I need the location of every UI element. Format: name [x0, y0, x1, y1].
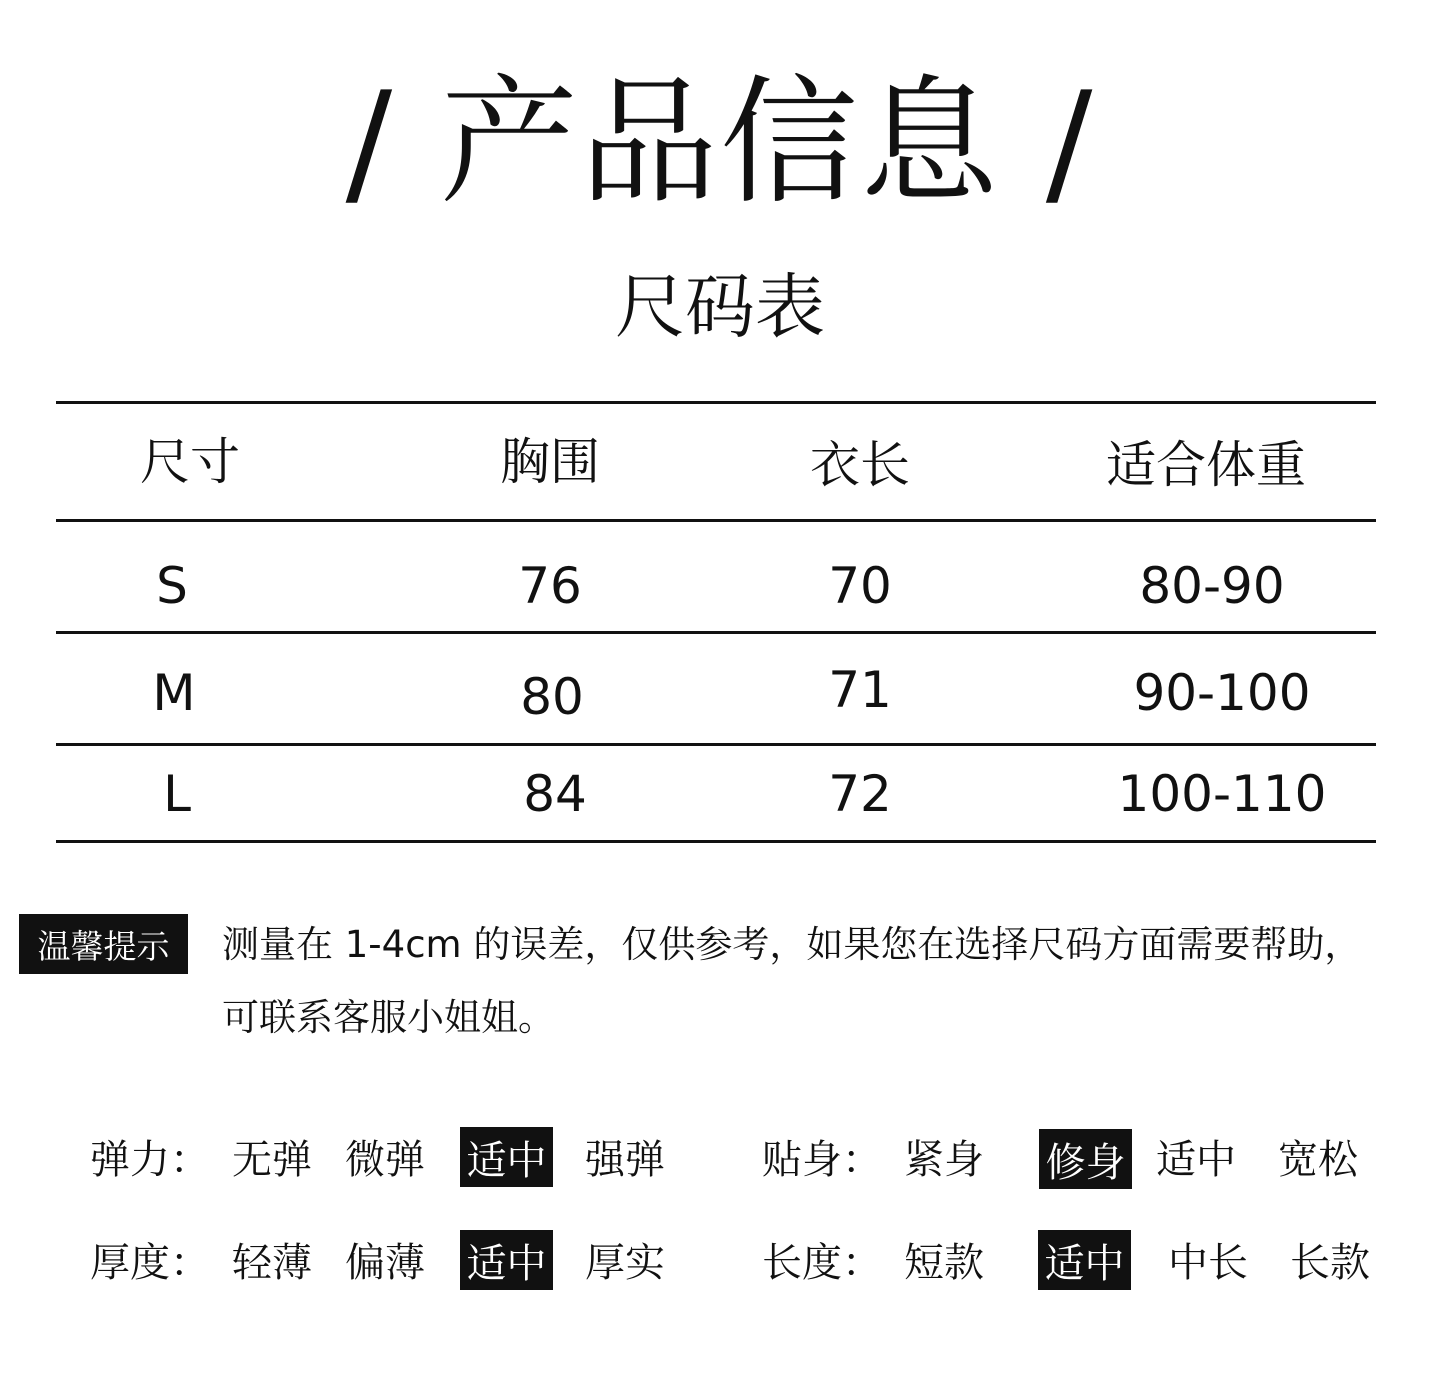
- cell-chest: 84: [523, 765, 587, 823]
- attribute-option: 中长: [1168, 1240, 1248, 1286]
- table-top-rule: [56, 401, 1376, 404]
- cell-length: 72: [828, 765, 892, 823]
- attribute-option: 厚实: [585, 1240, 665, 1286]
- header-chest: 胸围: [500, 433, 600, 491]
- attribute-option: 轻薄: [232, 1240, 312, 1286]
- attribute-label: 贴身：: [762, 1137, 882, 1183]
- attribute-label: 长度：: [762, 1240, 882, 1286]
- cell-chest: 76: [518, 557, 582, 615]
- tip-text-line2: 可联系客服小姐姐。: [222, 996, 555, 1039]
- table-row-rule: [56, 743, 1376, 746]
- attribute-option-selected: 适中: [1038, 1230, 1131, 1290]
- attribute-option-selected: 修身: [1039, 1129, 1132, 1189]
- attribute-label: 厚度：: [90, 1240, 210, 1286]
- cell-chest: 80: [520, 668, 584, 726]
- cell-size: M: [152, 664, 196, 722]
- cell-size: L: [163, 765, 191, 823]
- attribute-option-selected: 适中: [460, 1230, 553, 1290]
- tip-text-line1: 测量在 1-4cm 的误差，仅供参考，如果您在选择尺码方面需要帮助，: [222, 923, 1362, 966]
- attribute-option: 微弹: [345, 1137, 425, 1183]
- cell-weight: 100-110: [1117, 765, 1327, 823]
- attribute-option: 紧身: [904, 1137, 984, 1183]
- page-title: / 产品信息 /: [345, 62, 1095, 223]
- table-bottom-rule: [56, 840, 1376, 843]
- attribute-option: 无弹: [232, 1137, 312, 1183]
- attribute-option: 偏薄: [345, 1240, 425, 1286]
- size-chart-title: 尺码表: [615, 266, 825, 348]
- cell-length: 71: [828, 661, 892, 719]
- cell-weight: 90-100: [1133, 664, 1311, 722]
- attribute-option: 强弹: [585, 1137, 665, 1183]
- header-length: 衣长: [810, 436, 910, 494]
- header-size: 尺寸: [140, 433, 240, 491]
- tip-badge: 温馨提示: [19, 914, 188, 974]
- cell-weight: 80-90: [1139, 557, 1285, 615]
- cell-size: S: [156, 557, 188, 615]
- table-header-rule: [56, 519, 1376, 522]
- attribute-label: 弹力：: [90, 1137, 210, 1183]
- table-row-rule: [56, 631, 1376, 634]
- attribute-option: 短款: [904, 1240, 984, 1286]
- attribute-option: 长款: [1290, 1240, 1370, 1286]
- cell-length: 70: [828, 557, 892, 615]
- attribute-option-selected: 适中: [460, 1127, 553, 1187]
- header-weight: 适合体重: [1106, 436, 1306, 494]
- attribute-option: 适中: [1156, 1137, 1236, 1183]
- attribute-option: 宽松: [1278, 1137, 1358, 1183]
